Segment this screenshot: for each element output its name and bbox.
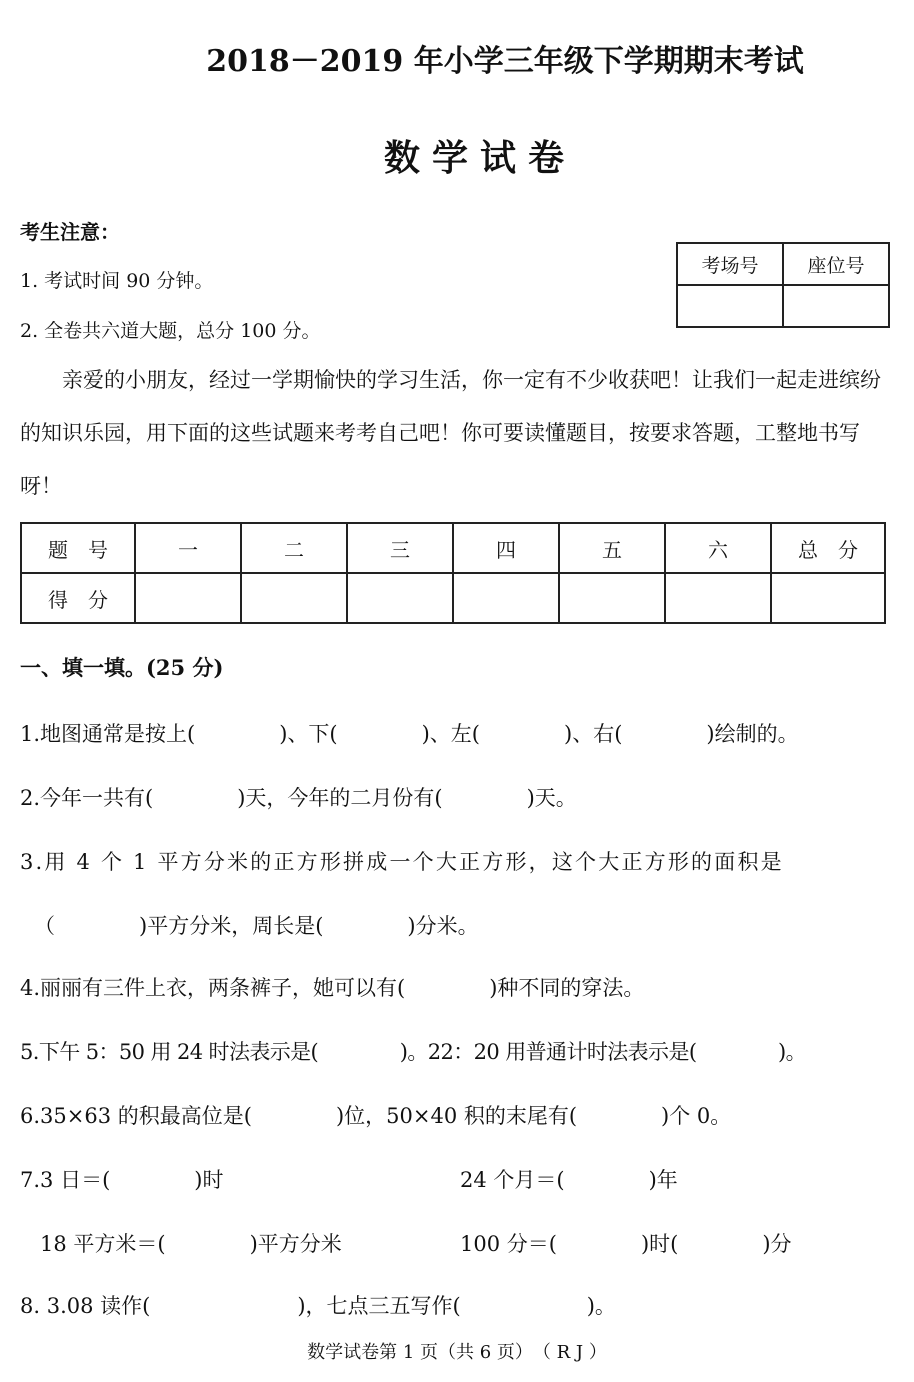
question-3-line2: （ )平方分米，周长是( )分米。 — [34, 914, 479, 938]
notice-heading: 考生注意： — [20, 220, 120, 244]
exam-title-line2: 数学试卷 — [383, 137, 576, 179]
score-cell-1[interactable] — [135, 573, 241, 623]
question-7-area: 18 平方米＝( )平方分米 — [40, 1232, 342, 1256]
question-8: 8. 3.08 读作( )，七点三五写作( )。 — [20, 1294, 616, 1318]
score-header-4: 四 — [453, 523, 559, 573]
seat-header-seat: 座位号 — [783, 243, 889, 285]
score-cell-2[interactable] — [241, 573, 347, 623]
question-7-days: 7.3 日＝( )时 — [20, 1168, 224, 1192]
seat-room-cell[interactable] — [677, 285, 783, 327]
question-2: 2.今年一共有( )天，今年的二月份有( )天。 — [20, 786, 577, 810]
question-6: 6.35×63 的积最高位是( )位，50×40 积的末尾有( )个 0。 — [20, 1104, 732, 1128]
notice-item-2: 2. 全卷共六道大题，总分 100 分。 — [20, 320, 321, 342]
seat-table — [676, 242, 890, 328]
question-1: 1.地图通常是按上( )、下( )、左( )、右( )绘制的。 — [20, 722, 799, 746]
score-header-total: 总 分 — [771, 523, 885, 573]
score-header-1: 一 — [135, 523, 241, 573]
exam-title-line1: 2018－2019 年小学三年级下学期期末考试 — [206, 44, 804, 79]
score-row-label: 得 分 — [21, 573, 135, 623]
score-header-label: 题 号 — [21, 523, 135, 573]
score-cell-3[interactable] — [347, 573, 453, 623]
score-cell-total[interactable] — [771, 573, 885, 623]
intro-paragraph: 亲爱的小朋友，经过一学期愉快的学习生活，你一定有不少收获吧！让我们一起走进缤纷的知识乐园，用下面的这些试题来考考自己吧！你可要读懂题目，按要求答题，工整地书写呀！ — [20, 368, 881, 498]
score-header-6: 六 — [665, 523, 771, 573]
question-7-minutes: 100 分＝( )时( )分 — [460, 1232, 792, 1256]
question-5: 5.下午 5：50 用 24 时法表示是( )。22：20 用普通计时法表示是( )。 — [20, 1040, 807, 1064]
seat-header-room: 考场号 — [677, 243, 783, 285]
score-cell-4[interactable] — [453, 573, 559, 623]
question-3-line1: 3.用 4 个 1 平方分米的正方形拼成一个大正方形，这个大正方形的面积是 — [20, 850, 784, 874]
score-cell-5[interactable] — [559, 573, 665, 623]
score-header-2: 二 — [241, 523, 347, 573]
score-header-3: 三 — [347, 523, 453, 573]
seat-seat-cell[interactable] — [783, 285, 889, 327]
score-header-5: 五 — [559, 523, 665, 573]
page-footer: 数学试卷第 1 页（共 6 页） （ R J ） — [307, 1342, 607, 1363]
question-7-months: 24 个月＝( )年 — [460, 1168, 678, 1192]
score-table — [20, 522, 886, 624]
question-4: 4.丽丽有三件上衣，两条裤子，她可以有( )种不同的穿法。 — [20, 976, 645, 1000]
section1-heading: 一、填一填。(25 分) — [20, 655, 224, 680]
notice-item-1: 1. 考试时间 90 分钟。 — [20, 270, 214, 292]
score-cell-6[interactable] — [665, 573, 771, 623]
